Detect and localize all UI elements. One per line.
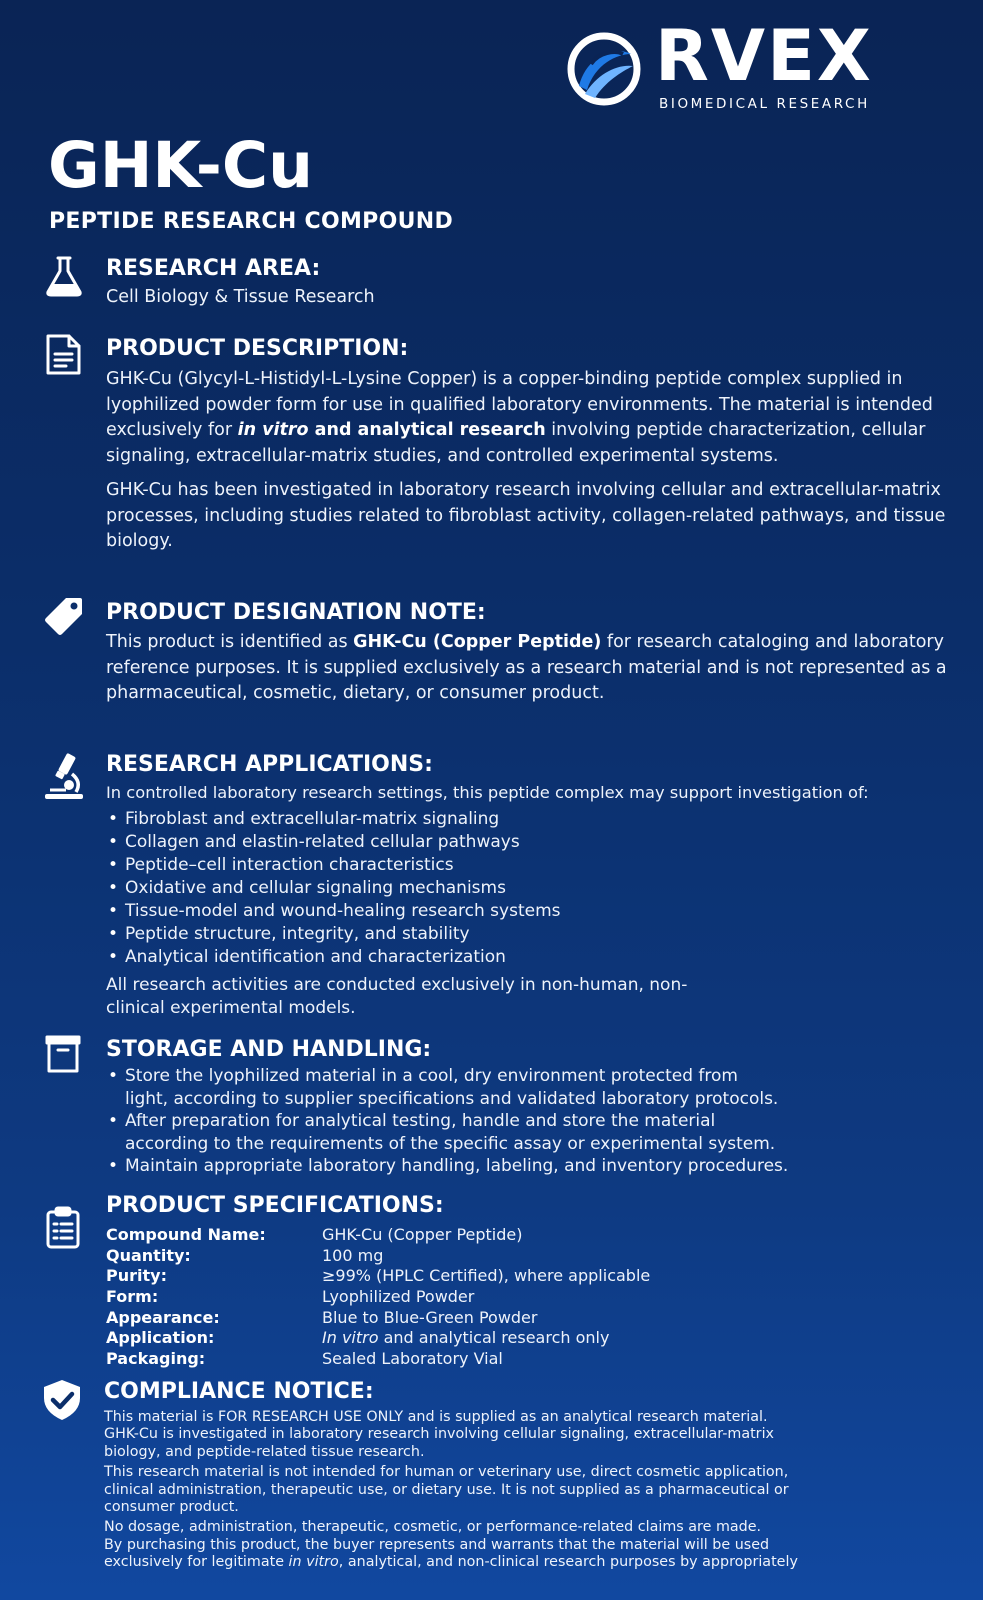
product-description-heading: PRODUCT DESCRIPTION: — [106, 336, 409, 361]
compliance-paragraph-3: No dosage, administration, therapeutic, cosmetic, or performance-related claims are made. — [104, 1519, 762, 1536]
specifications-section — [106, 1191, 951, 1370]
spec-label: Quantity: — [106, 1245, 191, 1265]
designation-text: This product is identified as — [106, 632, 354, 652]
specifications-table — [106, 1225, 951, 1370]
table-row — [106, 1266, 951, 1287]
table-row — [106, 1287, 951, 1308]
spec-label: Form: — [106, 1287, 159, 1307]
spec-value: Blue to Blue-Green Powder — [322, 1307, 538, 1327]
list-item: • Tissue-model and wound-healing research systems — [106, 900, 951, 923]
spec-value: Lyophilized Powder — [322, 1287, 475, 1307]
clipboard-icon — [42, 1206, 86, 1250]
compliance-paragraph-1: This material is FOR RESEARCH USE ONLY and is supplied as an analytical research material. GHK-Cu is investigated in laboratory research involving cellular signaling, extracellular-matrix biology, and peptide-related tissue research. — [104, 1409, 774, 1460]
brand-name: RVEX — [655, 15, 873, 97]
list-item: • Analytical identification and characterization — [106, 946, 951, 969]
table-row — [106, 1349, 951, 1370]
list-item: • Maintain appropriate laboratory handling, labeling, and inventory procedures. — [106, 1155, 786, 1178]
compliance-text-end: , analytical, and non-clinical research purposes by appropriately — [338, 1554, 798, 1571]
list-item: • Peptide structure, integrity, and stability — [106, 923, 951, 946]
spec-label: Appearance: — [106, 1307, 220, 1327]
shield-check-icon — [40, 1378, 84, 1422]
spec-value: Sealed Laboratory Vial — [322, 1349, 503, 1369]
description-text-end: involving peptide characterization, cellular signaling, extracellular-matrix studies, and controlled experimental systems. — [106, 420, 926, 466]
description-paragraph-1 — [106, 367, 951, 469]
archive-box-icon — [42, 1032, 86, 1076]
compliance-section — [104, 1377, 804, 1572]
designation-heading: PRODUCT DESIGNATION NOTE: — [106, 600, 486, 625]
description-text: GHK-Cu (Glycyl-L-Histidyl-L-Lysine Copper) is a copper-binding peptide complex supplied in lyophilized powder form for use in qualified laboratory environments. The material is intended exclusively for — [106, 369, 933, 440]
designation-section — [106, 598, 951, 707]
specifications-heading: PRODUCT SPECIFICATIONS: — [106, 1193, 444, 1218]
swirl-logo-icon — [565, 24, 643, 114]
in-vitro-emphasis: in vitro — [237, 420, 309, 440]
storage-list — [106, 1065, 789, 1178]
in-vitro-emphasis: In vitro — [322, 1328, 379, 1348]
compliance-text: By purchasing this product, the buyer represents and warrants that the material will be used exclusively for legitimate — [104, 1536, 770, 1571]
table-row — [106, 1246, 951, 1267]
list-item: • Store the lyophilized material in a cool, dry environment protected from light, according to supplier specifications and validated laboratory protocols. — [106, 1065, 786, 1110]
research-applications-section — [106, 750, 951, 1020]
spec-label: Application: — [106, 1328, 215, 1348]
research-applications-heading: RESEARCH APPLICATIONS: — [106, 752, 433, 777]
product-description-section — [106, 334, 951, 555]
list-item: • Oxidative and cellular signaling mechanisms — [106, 877, 951, 900]
compliance-paragraph-2: This research material is not intended for human or veterinary use, direct cosmetic application, clinical administration, therapeutic use, or dietary use. It is not supplied as a pharmaceutical or consumer product. — [104, 1464, 789, 1516]
research-area-section — [106, 254, 951, 311]
spec-label: Packaging: — [106, 1349, 206, 1369]
spec-label: Purity: — [106, 1266, 167, 1286]
tag-icon — [42, 594, 86, 638]
storage-heading: STORAGE AND HANDLING: — [106, 1037, 432, 1062]
spec-value-text: and analytical research only — [378, 1328, 610, 1348]
designation-product-name: GHK-Cu (Copper Peptide) — [353, 632, 602, 652]
spec-value — [322, 1328, 609, 1349]
description-paragraph-2: GHK-Cu has been investigated in laboratory research involving cellular and extracellular-matrix processes, including studies related to fibroblast activity, collagen-related pathways, and tissue biology. — [106, 480, 946, 551]
in-vitro-emphasis: in vitro — [288, 1554, 339, 1571]
compliance-heading: COMPLIANCE NOTICE: — [104, 1379, 374, 1404]
compliance-paragraph-4 — [104, 1537, 804, 1572]
list-item: • Peptide–cell interaction characteristics — [106, 854, 951, 877]
list-item: • Fibroblast and extracellular-matrix signaling — [106, 808, 951, 831]
designation-text-end: for research cataloging and laboratory reference purposes. It is supplied exclusively as a research material and is not represented as a pharmaceutical, cosmetic, dietary, or consumer product. — [106, 632, 947, 703]
table-row — [106, 1328, 951, 1349]
table-row — [106, 1308, 951, 1329]
list-item: • Collagen and elastin-related cellular pathways — [106, 831, 951, 854]
document-icon — [42, 333, 86, 377]
microscope-icon — [42, 752, 86, 802]
table-row — [106, 1225, 951, 1246]
spec-value: ≥99% (HPLC Certified), where applicable — [322, 1266, 651, 1286]
spec-value: 100 mg — [322, 1245, 384, 1265]
applications-intro: In controlled laboratory research settings, this peptide complex may support investigation of: — [106, 783, 869, 802]
designation-paragraph — [106, 630, 951, 707]
spec-value: GHK-Cu (Copper Peptide) — [322, 1225, 523, 1244]
spec-label: Compound Name: — [106, 1225, 266, 1244]
brand-tagline: BIOMEDICAL RESEARCH — [659, 96, 870, 112]
brand-logo — [565, 15, 905, 114]
flask-icon — [42, 254, 86, 298]
applications-list — [106, 808, 951, 969]
product-subtitle: PEPTIDE RESEARCH COMPOUND — [49, 209, 454, 234]
applications-outro: All research activities are conducted exclusively in non-human, non-clinical experimental models. — [106, 975, 688, 1018]
list-item: • After preparation for analytical testing, handle and store the material according to the requirements of the specific assay or experimental system. — [106, 1110, 786, 1155]
research-area-heading: RESEARCH AREA: — [106, 256, 321, 281]
product-title: GHK-Cu — [48, 129, 314, 202]
storage-section — [106, 1035, 951, 1178]
research-area-text: Cell Biology & Tissue Research — [106, 287, 375, 307]
analytical-research-emphasis: and analytical research — [308, 420, 546, 440]
